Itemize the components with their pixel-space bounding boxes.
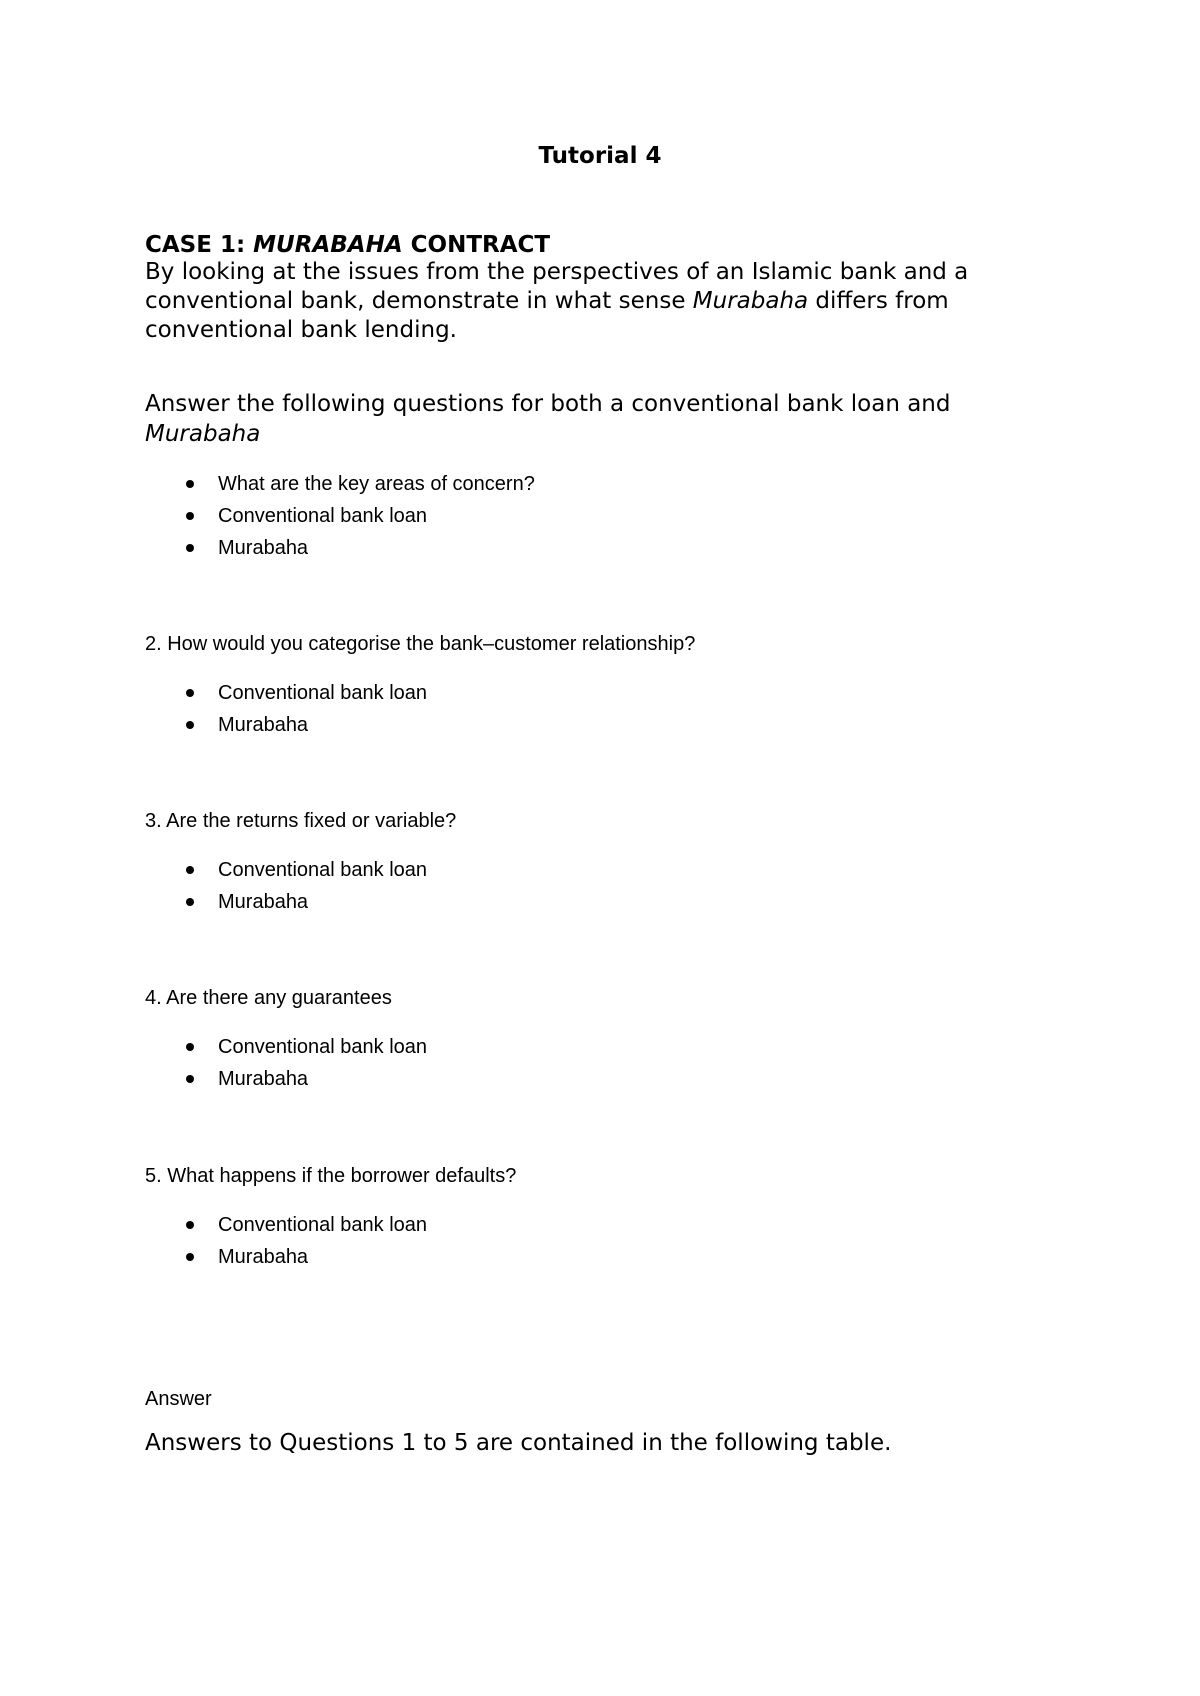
question-1-list — [145, 468, 535, 564]
question-2: 2. How would you categorise the bank–customer relationship? — [145, 633, 696, 655]
list-item: Murabaha — [145, 886, 427, 918]
list-item: Murabaha — [145, 1063, 427, 1095]
list-item: Conventional bank loan — [145, 1031, 427, 1063]
answer-text: Answers to Questions 1 to 5 are contained in the following table. — [145, 1430, 892, 1456]
case-heading-italic: MURABAHA — [253, 232, 403, 258]
case-heading — [145, 230, 1045, 260]
question-4: 4. Are there any guarantees — [145, 987, 392, 1009]
list-item: Murabaha — [145, 1241, 427, 1273]
question-5-list — [145, 1209, 427, 1273]
question-3: 3. Are the returns fixed or variable? — [145, 810, 457, 832]
list-item: Murabaha — [145, 532, 535, 564]
list-item: What are the key areas of concern? — [145, 468, 535, 500]
intro-text-part2: differs from conventional bank lending. — [145, 288, 949, 343]
case-heading-prefix: CASE 1: — [145, 232, 254, 258]
instruction-italic-term: Murabaha — [145, 421, 261, 447]
instruction-paragraph — [145, 389, 1045, 449]
question-5: 5. What happens if the borrower defaults? — [145, 1165, 517, 1187]
list-item: Conventional bank loan — [145, 500, 535, 532]
intro-italic-term: Murabaha — [692, 288, 809, 314]
list-item: Conventional bank loan — [145, 854, 427, 886]
question-2-list — [145, 677, 427, 741]
list-item: Conventional bank loan — [145, 1209, 427, 1241]
case-intro-paragraph — [145, 258, 1045, 345]
document-title: Tutorial 4 — [538, 143, 662, 169]
instruction-text: Answer the following questions for both a conventional bank loan and — [145, 391, 951, 417]
question-3-list — [145, 854, 427, 918]
intro-text-part1: By looking at the issues from the perspectives of an Islamic bank and a conventional bank, demonstrate in what sense — [145, 259, 969, 314]
list-item: Conventional bank loan — [145, 677, 427, 709]
case-heading-suffix: CONTRACT — [402, 232, 551, 258]
answer-label: Answer — [145, 1388, 212, 1410]
list-item: Murabaha — [145, 709, 427, 741]
question-4-list — [145, 1031, 427, 1095]
